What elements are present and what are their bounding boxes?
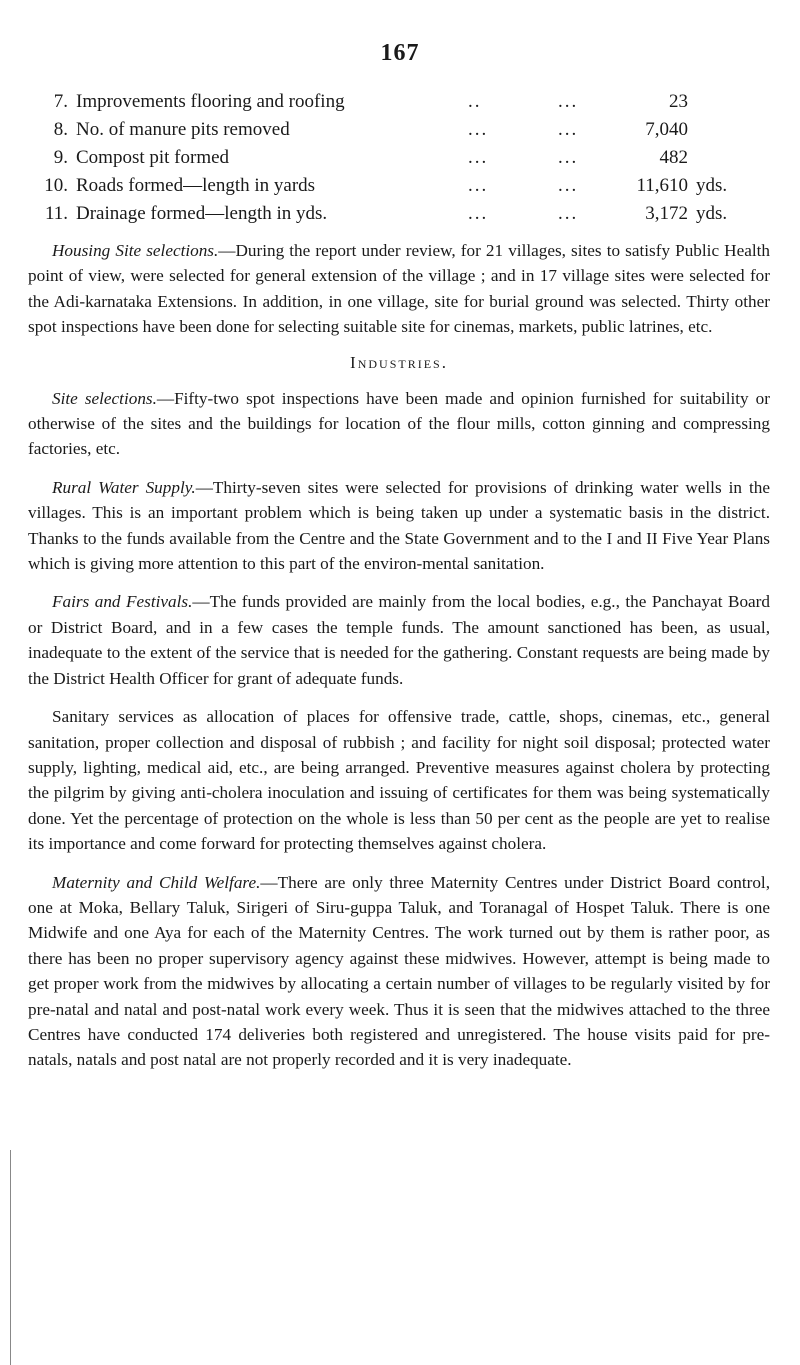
paragraph-fairs-festivals (28, 589, 770, 691)
leader-dots: ... (558, 91, 579, 112)
paragraph-lead: Fairs and Festivals. (52, 592, 193, 612)
stat-value: 3,172 (645, 203, 688, 224)
stat-number: 7. (53, 91, 68, 112)
paragraph-text: —The funds provided are mainly from the local bodies, e.g., the Panchayat Board or District Board, and in a few cases the temple funds. The amount sanctioned has been, as usual, inadequate to the extent of the service that is needed for the gathering. Constant requests are being made by the District Health Officer for grant of adequate funds. (28, 592, 770, 688)
paragraph-lead: Site selections. (52, 388, 157, 408)
stat-value: 11,610 (636, 175, 688, 196)
paragraph-maternity-child-welfare (28, 870, 770, 1073)
page-margin-line (10, 1150, 11, 1365)
paragraph-housing-site (28, 238, 770, 340)
stat-row (28, 116, 768, 144)
paragraph-sanitary-services: Sanitary services as allocation of places for offensive trade, cattle, shops, cinemas, etc., general sanitation, proper collection and disposal of rubbish ; and facility for night soil disposal; protected water supply, lighting, medical aid, etc., are being arranged. Preventive measures against cholera by protecting the pilgrim by giving anti-cholera inoculation and issuing of certificates for them was being systematically done. Yet the percentage of protection on the whole is less than 50 per cent as the people are yet to realise its importance and come forward for protecting themselves against cholera. (28, 707, 770, 854)
paragraph-lead: Housing Site selections. (52, 241, 219, 260)
paragraph-lead: Rural Water Supply. (52, 477, 196, 497)
stat-value: 482 (659, 147, 688, 168)
stat-number: 11. (44, 203, 68, 224)
leader-dots: ... (468, 119, 489, 140)
paragraph-text: —Fifty-two spot inspections have been made and opinion furnished for suitability or otherwise of the sites and the buildings for location of the flour mills, cotton ginning and compressing factories, etc. (28, 388, 770, 459)
stat-value: 23 (669, 91, 688, 112)
leader-dots: ... (558, 119, 579, 140)
stat-label: Improvements flooring and roofing (76, 91, 345, 112)
section-heading-industries: Industries. (350, 352, 448, 372)
stat-label: Drainage formed—length in yds. (76, 203, 328, 224)
stat-label: No. of manure pits removed (76, 119, 290, 140)
leader-dots: ... (558, 203, 579, 224)
body-text (28, 238, 770, 1086)
page-number: 167 (380, 40, 420, 66)
stat-unit: yds. (696, 203, 728, 224)
stat-row (28, 144, 768, 172)
stat-number: 8. (53, 119, 68, 140)
stat-row (28, 200, 768, 228)
paragraph-text: —Thirty-seven sites were selected for provisions of drinking water wells in the villages. This is an important problem which is being taken up under a systematic basis in the district. Thanks to the funds available from the Centre and the State Government and to the I and II Five Year Plans which is giving more attention to this part of the environ-mental sanitation. (28, 477, 771, 574)
stat-number: 10. (44, 175, 68, 196)
stat-label: Compost pit formed (76, 147, 230, 168)
statistics-list (28, 88, 768, 228)
stat-unit: yds. (696, 175, 728, 196)
paragraph-text: —During the report under review, for 21 villages, sites to satisfy Public Health point of view, were selected for general extension of the village ; and in 17 village sites were selected for the Adi-karnataka Extensions. In addition, in one village, site for burial ground was selected. Thirty other spot inspections have been done for selecting suitable site for cinemas, markets, public latrines, etc. (28, 241, 770, 337)
stat-value: 7,040 (645, 119, 688, 140)
leader-dots: ... (468, 175, 489, 196)
paragraph-lead: Maternity and Child Welfare. (52, 872, 261, 892)
leader-dots: ... (468, 147, 489, 168)
paragraph-rural-water-supply (28, 475, 770, 577)
stat-row (28, 172, 768, 200)
stat-number: 9. (53, 147, 68, 168)
paragraph-site-selections (28, 386, 770, 462)
leader-dots: .. (468, 91, 482, 112)
paragraph-text: —There are only three Maternity Centres under District Board control, one at Moka, Bellary Taluk, Sirigeri of Siru-guppa Taluk, and Toranagal of Hospet Taluk. There is one Midwife and one Aya for each of the Maternity Centres. The work turned out by them is rather poor, as there has been no proper supervisory agency against these midwives. However, attempt is being made to get proper work from the midwives by allocating a certain number of villages to be regularly visited by for pre-natal and natal and post-natal work every week. Thus it is seen that the midwives attached to the three Centres have conducted 174 deliveries both registered and unregistered. The house visits paid for pre-natals, natals and post natal are not properly recorded and it is very inadequate. (28, 872, 771, 1070)
leader-dots: ... (558, 147, 579, 168)
stat-row (28, 88, 768, 116)
stat-label: Roads formed—length in yards (76, 175, 316, 196)
leader-dots: ... (558, 175, 579, 196)
leader-dots: ... (468, 203, 489, 224)
